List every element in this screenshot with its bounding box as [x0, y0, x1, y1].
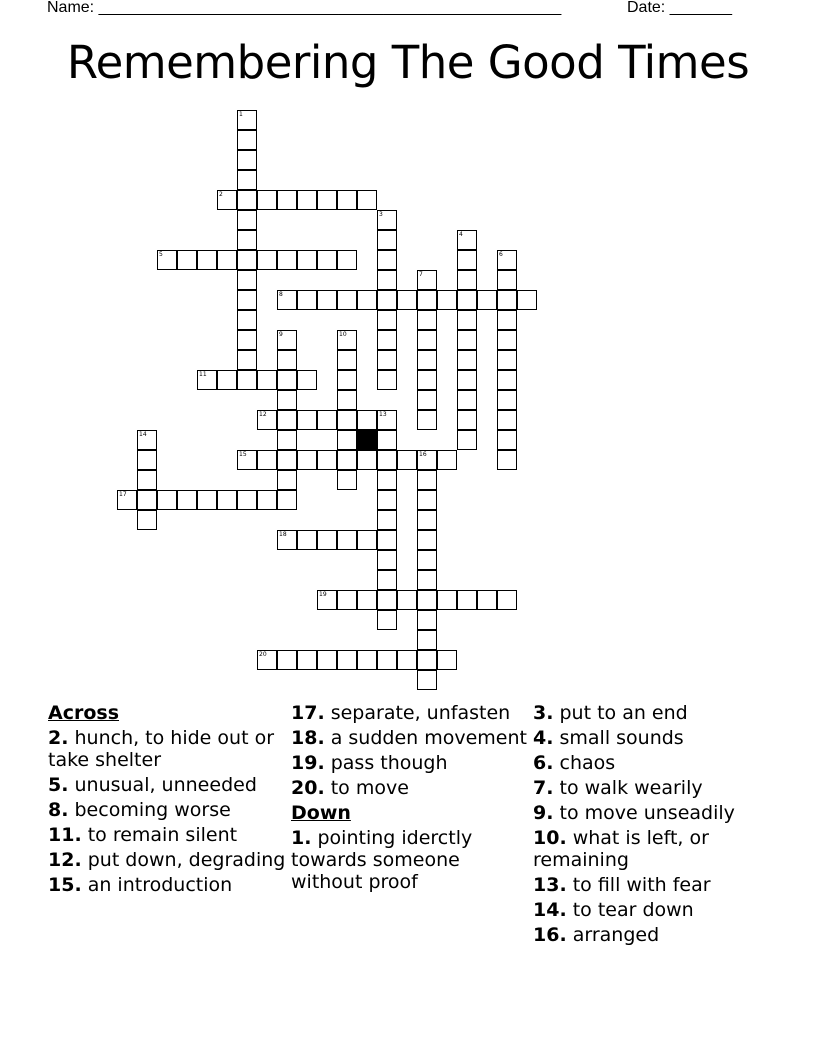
clue-number: 6: [499, 251, 503, 258]
across-clue: 15. an introduction: [48, 874, 233, 896]
date-line: Date: _______: [627, 0, 732, 16]
grid-cell[interactable]: [297, 530, 317, 550]
clue-number: 17: [119, 491, 127, 498]
grid-cell[interactable]: [377, 370, 397, 390]
clues-column-3: [533, 702, 773, 949]
clue-number: 20: [259, 651, 267, 658]
grid-cell[interactable]: [237, 110, 257, 130]
grid-cell[interactable]: [317, 190, 337, 210]
grid-cell[interactable]: [337, 290, 357, 310]
grid-cell[interactable]: [337, 350, 357, 370]
grid-cell[interactable]: [237, 130, 257, 150]
grid-cell[interactable]: [417, 410, 437, 430]
grid-cell[interactable]: [417, 610, 437, 630]
grid-cell[interactable]: [277, 650, 297, 670]
grid-cell[interactable]: [257, 190, 277, 210]
grid-cell[interactable]: [377, 510, 397, 530]
grid-cell[interactable]: [397, 650, 417, 670]
clue-number: 9: [279, 331, 283, 338]
blocked-cell: [357, 430, 377, 450]
down-clue: 10. what is left, or remaining: [533, 827, 709, 871]
grid-cell[interactable]: [457, 390, 477, 410]
grid-cell[interactable]: [257, 450, 277, 470]
across-clue: 12. put down, degrading: [48, 849, 286, 871]
grid-cell[interactable]: [377, 230, 397, 250]
clues-column-1: [48, 702, 288, 899]
grid-cell[interactable]: [377, 490, 397, 510]
grid-cell[interactable]: [237, 210, 257, 230]
grid-cell[interactable]: [477, 290, 497, 310]
grid-cell[interactable]: [297, 290, 317, 310]
grid-cell[interactable]: [277, 330, 297, 350]
grid-cell[interactable]: [277, 530, 297, 550]
clue-number: 15: [239, 451, 247, 458]
grid-cell[interactable]: [197, 490, 217, 510]
grid-cell[interactable]: [317, 250, 337, 270]
clue-number: 8: [279, 291, 283, 298]
grid-cell[interactable]: [417, 590, 437, 610]
grid-cell[interactable]: [237, 450, 257, 470]
down-clue: 16. arranged: [533, 924, 660, 946]
grid-cell[interactable]: [377, 350, 397, 370]
grid-cell[interactable]: [297, 650, 317, 670]
grid-cell[interactable]: [277, 470, 297, 490]
grid-cell[interactable]: [457, 270, 477, 290]
grid-cell[interactable]: [437, 650, 457, 670]
grid-cell[interactable]: [277, 250, 297, 270]
grid-cell[interactable]: [237, 270, 257, 290]
grid-cell[interactable]: [457, 250, 477, 270]
clue-number: 16: [419, 451, 427, 458]
grid-cell[interactable]: [397, 450, 417, 470]
grid-cell[interactable]: [257, 370, 277, 390]
grid-cell[interactable]: [337, 250, 357, 270]
grid-cell[interactable]: [297, 190, 317, 210]
grid-cell[interactable]: [417, 290, 437, 310]
grid-cell[interactable]: [317, 530, 337, 550]
clue-number: 12: [259, 411, 267, 418]
grid-cell[interactable]: [357, 650, 377, 670]
grid-cell[interactable]: [457, 430, 477, 450]
grid-cell[interactable]: [377, 270, 397, 290]
down-clue: 13. to fill with fear: [533, 874, 711, 896]
grid-cell[interactable]: [237, 170, 257, 190]
grid-cell[interactable]: [377, 250, 397, 270]
page-title: Remembering The Good Times: [66, 36, 750, 89]
grid-cell[interactable]: [217, 490, 237, 510]
grid-cell[interactable]: [337, 590, 357, 610]
grid-cell[interactable]: [497, 390, 517, 410]
grid-cell[interactable]: [257, 490, 277, 510]
grid-cell[interactable]: [317, 590, 337, 610]
down-clue: 4. small sounds: [533, 727, 684, 749]
grid-cell[interactable]: [377, 210, 397, 230]
grid-cell[interactable]: [377, 570, 397, 590]
grid-cell[interactable]: [337, 330, 357, 350]
grid-cell[interactable]: [377, 610, 397, 630]
grid-cell[interactable]: [437, 590, 457, 610]
clues-column-2: [291, 702, 531, 896]
grid-cell[interactable]: [457, 230, 477, 250]
grid-cell[interactable]: [237, 230, 257, 250]
grid-cell[interactable]: [417, 550, 437, 570]
across-heading: Across: [48, 702, 120, 724]
across-clue: 5. unusual, unneeded: [48, 774, 257, 796]
grid-cell[interactable]: [417, 350, 437, 370]
grid-cell[interactable]: [237, 150, 257, 170]
grid-cell[interactable]: [337, 390, 357, 410]
across-clue: 19. pass though: [291, 752, 448, 774]
grid-cell[interactable]: [417, 390, 437, 410]
grid-cell[interactable]: [337, 470, 357, 490]
grid-cell[interactable]: [137, 450, 157, 470]
grid-cell[interactable]: [457, 410, 477, 430]
grid-cell[interactable]: [357, 450, 377, 470]
clue-number: 18: [279, 531, 287, 538]
grid-cell[interactable]: [157, 490, 177, 510]
grid-cell[interactable]: [257, 250, 277, 270]
grid-cell[interactable]: [377, 590, 397, 610]
grid-cell[interactable]: [397, 590, 417, 610]
grid-cell[interactable]: [217, 250, 237, 270]
grid-cell[interactable]: [237, 290, 257, 310]
grid-cell[interactable]: [237, 370, 257, 390]
down-clue: 14. to tear down: [533, 899, 694, 921]
grid-cell[interactable]: [237, 490, 257, 510]
down-heading: Down: [291, 802, 351, 824]
grid-cell[interactable]: [237, 310, 257, 330]
grid-cell[interactable]: [497, 370, 517, 390]
clue-number: 19: [319, 591, 327, 598]
grid-cell[interactable]: [417, 310, 437, 330]
clue-number: 5: [159, 251, 163, 258]
grid-cell[interactable]: [157, 250, 177, 270]
grid-cell[interactable]: [497, 410, 517, 430]
across-clue: 2. hunch, to hide out or take shelter: [48, 727, 275, 771]
grid-cell[interactable]: [217, 370, 237, 390]
clue-number: 14: [139, 431, 147, 438]
clue-number: 1: [239, 111, 243, 118]
across-clue: 11. to remain silent: [48, 824, 238, 846]
grid-cell[interactable]: [137, 470, 157, 490]
grid-cell[interactable]: [377, 410, 397, 430]
grid-cell[interactable]: [297, 410, 317, 430]
grid-cell[interactable]: [337, 410, 357, 430]
grid-cell[interactable]: [317, 290, 337, 310]
grid-cell[interactable]: [137, 510, 157, 530]
grid-cell[interactable]: [517, 290, 537, 310]
grid-cell[interactable]: [337, 530, 357, 550]
grid-cell[interactable]: [457, 370, 477, 390]
grid-cell[interactable]: [337, 370, 357, 390]
grid-cell[interactable]: [457, 310, 477, 330]
grid-cell[interactable]: [457, 330, 477, 350]
down-clue: 3. put to an end: [533, 702, 688, 724]
grid-cell[interactable]: [297, 450, 317, 470]
grid-cell[interactable]: [417, 490, 437, 510]
grid-cell[interactable]: [177, 250, 197, 270]
grid-cell[interactable]: [437, 290, 457, 310]
grid-cell[interactable]: [377, 290, 397, 310]
grid-cell[interactable]: [417, 370, 437, 390]
grid-cell[interactable]: [357, 190, 377, 210]
grid-cell[interactable]: [357, 530, 377, 550]
across-clue: 17. separate, unfasten: [291, 702, 511, 724]
grid-cell[interactable]: [317, 650, 337, 670]
grid-cell[interactable]: [417, 470, 437, 490]
grid-cell[interactable]: [217, 190, 237, 210]
grid-cell[interactable]: [277, 450, 297, 470]
grid-cell[interactable]: [457, 290, 477, 310]
clue-number: 4: [459, 231, 463, 238]
grid-cell[interactable]: [417, 670, 437, 690]
across-clue: 18. a sudden movement: [291, 727, 527, 749]
clue-number: 2: [219, 191, 223, 198]
grid-cell[interactable]: [497, 590, 517, 610]
grid-cell[interactable]: [417, 570, 437, 590]
grid-cell[interactable]: [377, 550, 397, 570]
across-clue: 20. to move: [291, 777, 409, 799]
grid-cell[interactable]: [437, 450, 457, 470]
grid-cell[interactable]: [377, 450, 397, 470]
grid-cell[interactable]: [117, 490, 137, 510]
down-clue: 1. pointing iderctly towards someone without proof: [291, 827, 473, 893]
grid-cell[interactable]: [417, 650, 437, 670]
grid-cell[interactable]: [417, 630, 437, 650]
grid-cell[interactable]: [377, 530, 397, 550]
grid-cell[interactable]: [297, 250, 317, 270]
grid-cell[interactable]: [277, 490, 297, 510]
grid-cell[interactable]: [237, 330, 257, 350]
grid-cell[interactable]: [377, 310, 397, 330]
grid-cell[interactable]: [357, 590, 377, 610]
grid-cell[interactable]: [137, 430, 157, 450]
grid-cell[interactable]: [497, 330, 517, 350]
grid-cell[interactable]: [237, 350, 257, 370]
grid-cell[interactable]: [497, 270, 517, 290]
clue-number: 7: [419, 271, 423, 278]
grid-cell[interactable]: [397, 290, 417, 310]
grid-cell[interactable]: [317, 450, 337, 470]
clue-number: 13: [379, 411, 387, 418]
grid-cell[interactable]: [277, 410, 297, 430]
down-clue: 9. to move unseadily: [533, 802, 735, 824]
grid-cell[interactable]: [417, 510, 437, 530]
clue-number: 3: [379, 211, 383, 218]
grid-cell[interactable]: [497, 350, 517, 370]
grid-cell[interactable]: [497, 430, 517, 450]
grid-cell[interactable]: [377, 330, 397, 350]
grid-cell[interactable]: [477, 590, 497, 610]
grid-cell[interactable]: [277, 350, 297, 370]
grid-cell[interactable]: [337, 650, 357, 670]
clue-number: 10: [339, 331, 347, 338]
down-clue: 6. chaos: [533, 752, 616, 774]
name-line: Name: ____________________________________________________: [47, 0, 562, 16]
grid-cell[interactable]: [497, 290, 517, 310]
grid-cell[interactable]: [297, 370, 317, 390]
grid-cell[interactable]: [277, 390, 297, 410]
grid-cell[interactable]: [417, 450, 437, 470]
down-clue: 7. to walk wearily: [533, 777, 703, 799]
grid-cell[interactable]: [137, 490, 157, 510]
grid-cell[interactable]: [337, 450, 357, 470]
grid-cell[interactable]: [417, 330, 437, 350]
grid-cell[interactable]: [357, 410, 377, 430]
grid-cell[interactable]: [337, 190, 357, 210]
grid-cell[interactable]: [377, 430, 397, 450]
grid-cell[interactable]: [317, 410, 337, 430]
grid-cell[interactable]: [257, 650, 277, 670]
grid-cell[interactable]: [497, 250, 517, 270]
grid-cell[interactable]: [497, 310, 517, 330]
grid-cell[interactable]: [197, 370, 217, 390]
grid-cell[interactable]: [457, 350, 477, 370]
clue-number: 11: [199, 371, 207, 378]
grid-cell[interactable]: [337, 430, 357, 450]
grid-cell[interactable]: [177, 490, 197, 510]
across-clue: 8. becoming worse: [48, 799, 231, 821]
grid-cell[interactable]: [377, 470, 397, 490]
grid-cell[interactable]: [277, 370, 297, 390]
grid-cell[interactable]: [237, 190, 257, 210]
grid-cell[interactable]: [377, 650, 397, 670]
grid-cell[interactable]: [277, 430, 297, 450]
grid-cell[interactable]: [497, 450, 517, 470]
grid-cell[interactable]: [237, 250, 257, 270]
grid-cell[interactable]: [197, 250, 217, 270]
grid-cell[interactable]: [457, 590, 477, 610]
grid-cell[interactable]: [277, 290, 297, 310]
grid-cell[interactable]: [417, 270, 437, 290]
grid-cell[interactable]: [417, 530, 437, 550]
grid-cell[interactable]: [257, 410, 277, 430]
grid-cell[interactable]: [357, 290, 377, 310]
grid-cell[interactable]: [277, 190, 297, 210]
